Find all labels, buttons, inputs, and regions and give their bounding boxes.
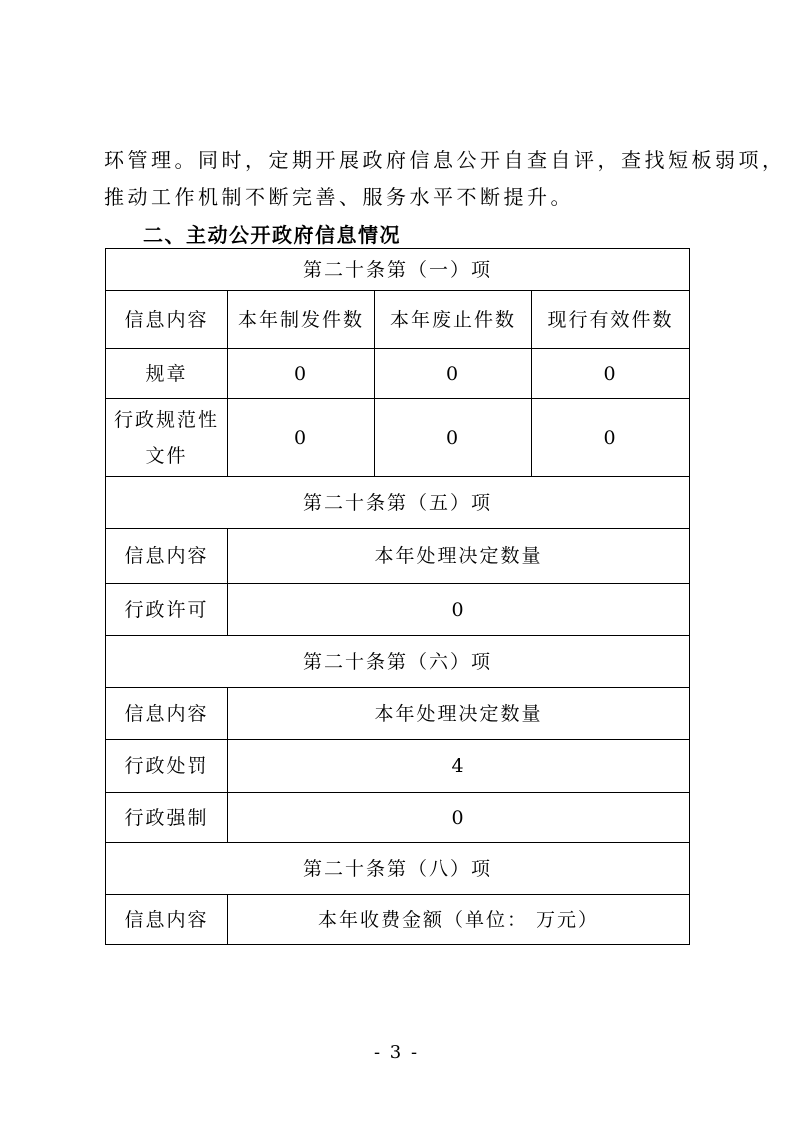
column-header: 信息内容 bbox=[106, 688, 228, 740]
column-header: 本年处理决定数量 bbox=[228, 688, 690, 740]
table-cell: 0 bbox=[375, 399, 532, 477]
section-heading: 二、主动公开政府信息情况 bbox=[143, 223, 401, 247]
body-paragraph-line-2: 推动工作机制不断完善、服务水平不断提升。 bbox=[104, 185, 574, 209]
government-info-table bbox=[105, 248, 690, 945]
section-title: 第二十条第（六）项 bbox=[106, 636, 690, 688]
table-header-row bbox=[106, 291, 690, 349]
column-header: 本年处理决定数量 bbox=[228, 529, 690, 584]
table-cell: 0 bbox=[375, 349, 532, 399]
column-header: 现行有效件数 bbox=[532, 291, 690, 349]
table-row bbox=[106, 740, 690, 793]
row-label: 行政处罚 bbox=[106, 740, 228, 793]
column-header: 信息内容 bbox=[106, 291, 228, 349]
table-cell: 0 bbox=[228, 399, 375, 477]
table-header-row bbox=[106, 688, 690, 740]
column-header: 本年制发件数 bbox=[228, 291, 375, 349]
body-paragraph-line-1: 环管理。同时，定期开展政府信息公开自查自评，查找短板弱项， bbox=[104, 148, 786, 172]
column-header: 本年废止件数 bbox=[375, 291, 532, 349]
table-row bbox=[106, 349, 690, 399]
section-title: 第二十条第（八）项 bbox=[106, 843, 690, 895]
row-label: 行政许可 bbox=[106, 584, 228, 636]
page-number: - 3 - bbox=[373, 1042, 420, 1063]
table-cell: 0 bbox=[228, 793, 690, 843]
table-row bbox=[106, 399, 690, 477]
column-header: 本年收费金额（单位： 万元） bbox=[228, 895, 690, 945]
column-header: 信息内容 bbox=[106, 529, 228, 584]
section-title-row bbox=[106, 636, 690, 688]
row-label: 行政强制 bbox=[106, 793, 228, 843]
column-header: 信息内容 bbox=[106, 895, 228, 945]
row-label: 规章 bbox=[106, 349, 228, 399]
row-label: 行政规范性文件 bbox=[106, 399, 228, 477]
table-row bbox=[106, 584, 690, 636]
table-cell: 0 bbox=[228, 584, 690, 636]
table-cell: 0 bbox=[532, 399, 690, 477]
table-cell: 4 bbox=[228, 740, 690, 793]
section-title-row bbox=[106, 477, 690, 529]
table-header-row bbox=[106, 895, 690, 945]
section-title: 第二十条第（一）项 bbox=[106, 249, 690, 291]
table-row bbox=[106, 793, 690, 843]
table-cell: 0 bbox=[532, 349, 690, 399]
section-title-row bbox=[106, 843, 690, 895]
table-cell: 0 bbox=[228, 349, 375, 399]
section-title: 第二十条第（五）项 bbox=[106, 477, 690, 529]
section-title-row bbox=[106, 249, 690, 291]
table-header-row bbox=[106, 529, 690, 584]
